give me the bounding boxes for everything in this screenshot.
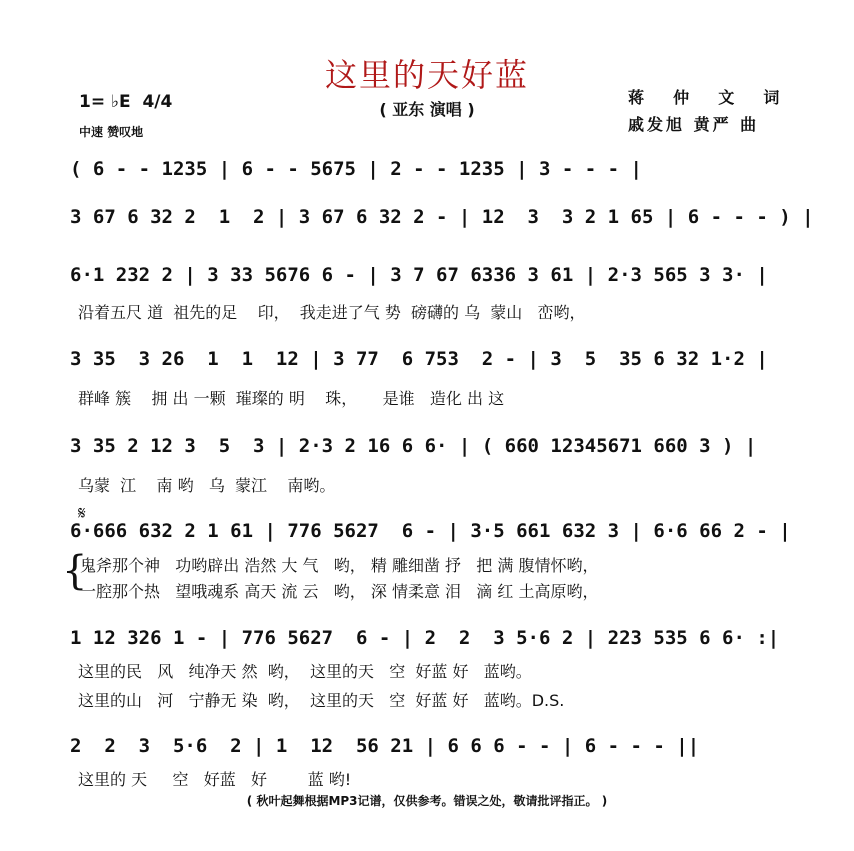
lyric-line-5: 一腔那个热 望哦魂系 高天 流 云 哟， 深 情柔意 泪 滴 红 土高原哟， bbox=[80, 582, 599, 601]
music-line-3: 6·1 232 2 | 3 33 5676 6 - | 3 7 67 6336 3 61 | 2·3 565 3 3· | bbox=[70, 264, 768, 286]
lyric-line-6: 这里的民 风 纯净天 然 哟， 这里的天 空 好蓝 好 蓝哟。 bbox=[78, 662, 532, 681]
music-line-8: 2 2 3 5·6 2 | 1 12 56 21 | 6 6 6 - - | 6 - - - || bbox=[70, 735, 700, 757]
music-line-1: ( 6 - - 1235 | 6 - - 5675 | 2 - - 1235 | 3 - - - | bbox=[70, 158, 642, 180]
composer-credit: 戚发旭 黄严 曲 bbox=[628, 115, 760, 134]
singer-credit: ( 亚东 演唱 ) bbox=[379, 100, 475, 119]
lyric-line-8: 这里的 天 空 好蓝 好 蓝 哟! bbox=[78, 770, 352, 789]
tempo-marking: 中速 赞叹地 bbox=[79, 125, 144, 139]
song-title: 这里的天好蓝 bbox=[324, 56, 529, 94]
brace-icon: { bbox=[62, 548, 88, 594]
segno-icon: 𝄋 bbox=[78, 503, 86, 524]
lyric-line-1: 沿着五尺 道 祖先的足 印， 我走进了气 势 磅礴的 乌 蒙山 峦哟， bbox=[78, 303, 586, 322]
lyric-line-7: 这里的山 河 宁静无 染 哟， 这里的天 空 好蓝 好 蓝哟。D.S. bbox=[78, 691, 565, 710]
music-line-4: 3 35 3 26 1 1 12 | 3 77 6 753 2 - | 3 5 35 6 32 1·2 | bbox=[70, 348, 768, 370]
lyricist-credit: 蒋 仲 文 词 bbox=[628, 88, 786, 107]
lyric-line-3: 乌蒙 江 南 哟 乌 蒙江 南哟。 bbox=[78, 476, 336, 495]
music-line-7: 1 12 326 1 - | 776 5627 6 - | 2 2 3 5·6 2 | 223 535 6 6· :| bbox=[70, 627, 780, 649]
footer-note: ( 秋叶起舞根据MP3记谱，仅供参考。错误之处，敬请批评指正。 ) bbox=[246, 794, 608, 808]
lyric-line-4: 鬼斧那个神 功哟辟出 浩然 大 气 哟， 精 雕细凿 抒 把 满 腹情怀哟， bbox=[80, 556, 599, 575]
music-line-5: 3 35 2 12 3 5 3 | 2·3 2 16 6 6· | ( 660 12345671 660 3 ) | bbox=[70, 435, 757, 457]
lyric-line-2: 群峰 簇 拥 出 一颗 璀璨的 明 珠， 是谁 造化 出 这 bbox=[78, 389, 505, 408]
music-line-6: 6·666 632 2 1 61 | 776 5627 6 - | 3·5 661 632 3 | 6·6 66 2 - | bbox=[70, 520, 791, 542]
key-signature: 1= ♭E 4/4 bbox=[79, 92, 173, 112]
music-line-2: 3 67 6 32 2 1 2 | 3 67 6 32 2 - | 12 3 3 2 1 65 | 6 - - - ) | bbox=[70, 206, 814, 228]
